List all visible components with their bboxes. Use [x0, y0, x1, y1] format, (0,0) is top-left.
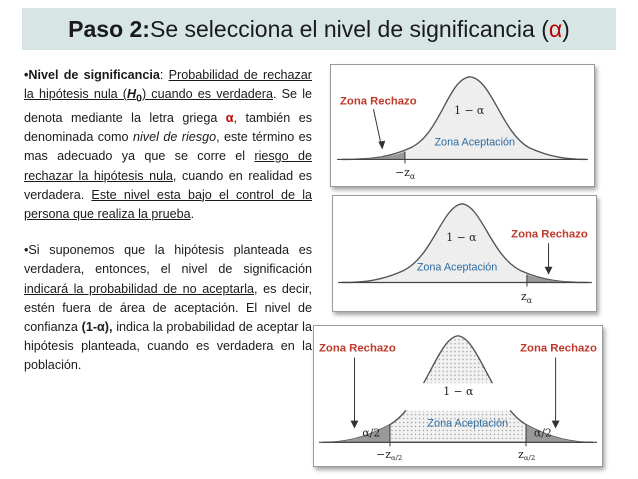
critical-value-label: z: [521, 290, 527, 304]
rejection-arrow: [373, 109, 381, 145]
svg-text:zα/2: zα/2: [518, 448, 536, 463]
confidence-label: 1 − α: [446, 231, 477, 245]
critical-right-label: z: [518, 448, 524, 462]
arrow-head: [378, 141, 385, 150]
title-prefix: Paso 2:: [68, 15, 150, 42]
zona-rechazo-right-label: Zona Rechazo: [520, 342, 597, 355]
critical-left-label: −z: [376, 448, 391, 462]
confidence-label: 1 − α: [443, 385, 474, 399]
paragraph-interpretation: •Si suponemos que la hipótesis planteada es verdadera, entonces, el nivel de significación indicará la probabilidad de no aceptarla, es decir, estén fuera de área de aceptación. El nivel de confianza (1-α), indica la probabilidad de aceptar la hipótesis planteada, cuando es verdadera en la población.: [24, 243, 313, 373]
control-underlined: Este nivel esta bajo el control de la persona que realiza la prueba: [24, 187, 312, 221]
two-tail-svg: [314, 326, 602, 466]
confidence-label: 1 − α: [454, 104, 485, 118]
term-nivel-significancia: •Nivel de significancia: [24, 68, 160, 82]
zona-rechazo-label: Zona Rechazo: [340, 95, 417, 108]
arrow-head-left: [351, 421, 359, 429]
title-main: Se selecciona el nivel de significancia (: [149, 15, 549, 42]
two-tail-diagram: [313, 325, 603, 467]
critical-value-label: −z: [395, 166, 410, 180]
confianza-bold: (1-α),: [81, 319, 113, 334]
left-tail-diagram: [330, 64, 595, 187]
arrow-head-right: [552, 421, 560, 429]
svg-text:−zα: $-z_\alpha$: [395, 166, 416, 182]
zona-rechazo-label: Zona Rechazo: [511, 228, 588, 241]
svg-text:zα: $z_\alpha$: [521, 290, 533, 306]
arrow-head: [545, 267, 553, 275]
title-suffix: ): [562, 15, 570, 42]
svg-text:−zα/2: −zα/2: [376, 448, 403, 463]
riesgo-underlined: riesgo de rechazar la hipótesis nula: [24, 149, 313, 183]
zona-aceptacion-label: Zona Aceptación: [416, 261, 498, 274]
text-column: [24, 66, 312, 393]
indicara-underlined: indicará la probabilidad de no aceptarla: [24, 281, 255, 296]
tail-left-label: α/2: [362, 426, 381, 440]
paragraph-definition: •Nivel de significancia: Probabilidad de rechazar la hipótesis nula $(H_0)$ cuando es verdadera. Se le denota mediante la letra griega α, también es denominada como nivel de riesgo, este término es mas adecuado ya que se corre el riesgo de rechazar la hipótesis nula, cuando en realidad es verdadera. Este nivel esta bajo el control de la persona que realiza la prueba.: [24, 68, 313, 221]
zona-aceptacion-label: Zona Aceptación: [427, 417, 509, 430]
definition-underlined: Probabilidad de rechazar la hipótesis nula $(H_0)$ cuando es verdadera: [24, 68, 313, 105]
nivel-de-riesgo: nivel de riesgo: [133, 130, 217, 145]
zona-aceptacion-label: Zona Aceptación: [434, 136, 516, 149]
zona-rechazo-left-label: Zona Rechazo: [318, 342, 396, 355]
title-alpha: α: [548, 15, 563, 42]
left-tail-svg: [331, 65, 594, 186]
tail-right-label: α/2: [533, 426, 552, 440]
slide-title: [22, 8, 616, 50]
right-tail-diagram: [332, 195, 597, 312]
alpha-symbol: α: [225, 110, 234, 125]
right-tail-svg: [333, 196, 596, 311]
